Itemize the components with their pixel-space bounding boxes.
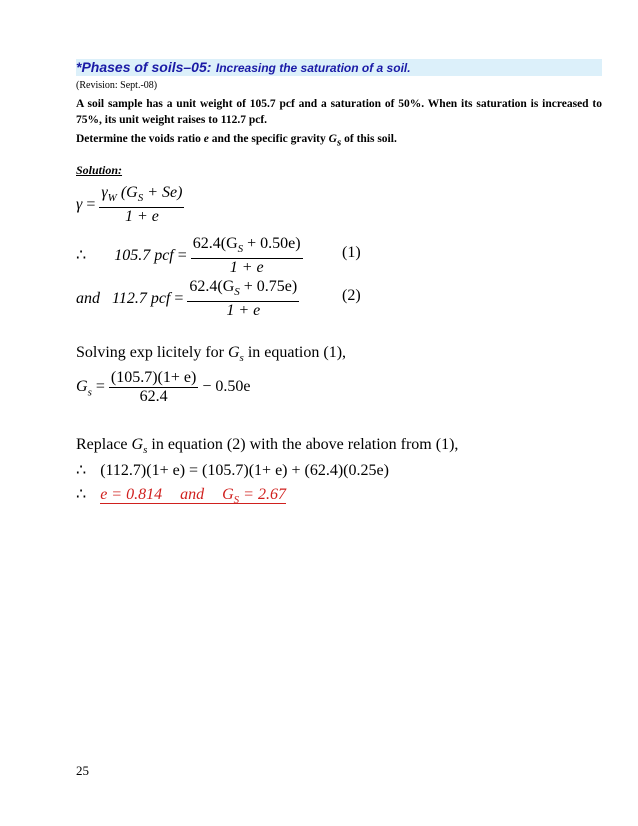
combined-equation: ∴ (112.7)(1+ e) = (105.7)(1+ e) + (62.4)(0.25e) [76,462,389,479]
equation-2-tag: (2) [342,287,361,304]
problem-statement: A soil sample has a unit weight of 105.7 pcf and a saturation of 50%. When its saturation is increased to 75%, its unit weight raises to 112.7 pcf. [76,98,602,126]
replace-text: Replace $G_s$ in equation (2) with the above relation from (1), [76,436,459,457]
equation-1-tag: (1) [342,244,361,261]
gs-expression: $G_s$ = $\frac{(105.7)(1+ e)}{62.4}$ − 0.50e [76,369,251,405]
equation-1: ∴ 105.7 pcf = $\frac{62.4(G_S + 0.50e)}{1 + e}$ [76,235,301,277]
final-result: ∴ e = 0.814 and $G_S = 2.67$ [76,486,286,507]
title-main: *Phases of soils–05: [76,59,212,75]
solution-label: Solution: [76,163,123,177]
title-subtitle: Increasing the saturation of a soil. [215,61,411,75]
equation-unit-weight: γ = $\frac{\gamma_W (G_S + Se)}{1 + e}$ [76,184,183,226]
problem-question: Determine the voids ratio e and the specific gravity $G_s$ of this soil. [76,133,397,149]
revision-note: (Revision: Sept.-08) [76,80,158,91]
equation-2: and 112.7 pcf = $\frac{62.4(G_S + 0.75e)}{1 + e}$ [76,278,298,320]
page-title [76,59,602,76]
result-values: e = 0.814 and $G_S = 2.67$ [100,486,286,507]
solve-text: Solving exp licitely for $G_s$ in equation (1), [76,344,347,365]
page-number: 25 [76,763,89,778]
